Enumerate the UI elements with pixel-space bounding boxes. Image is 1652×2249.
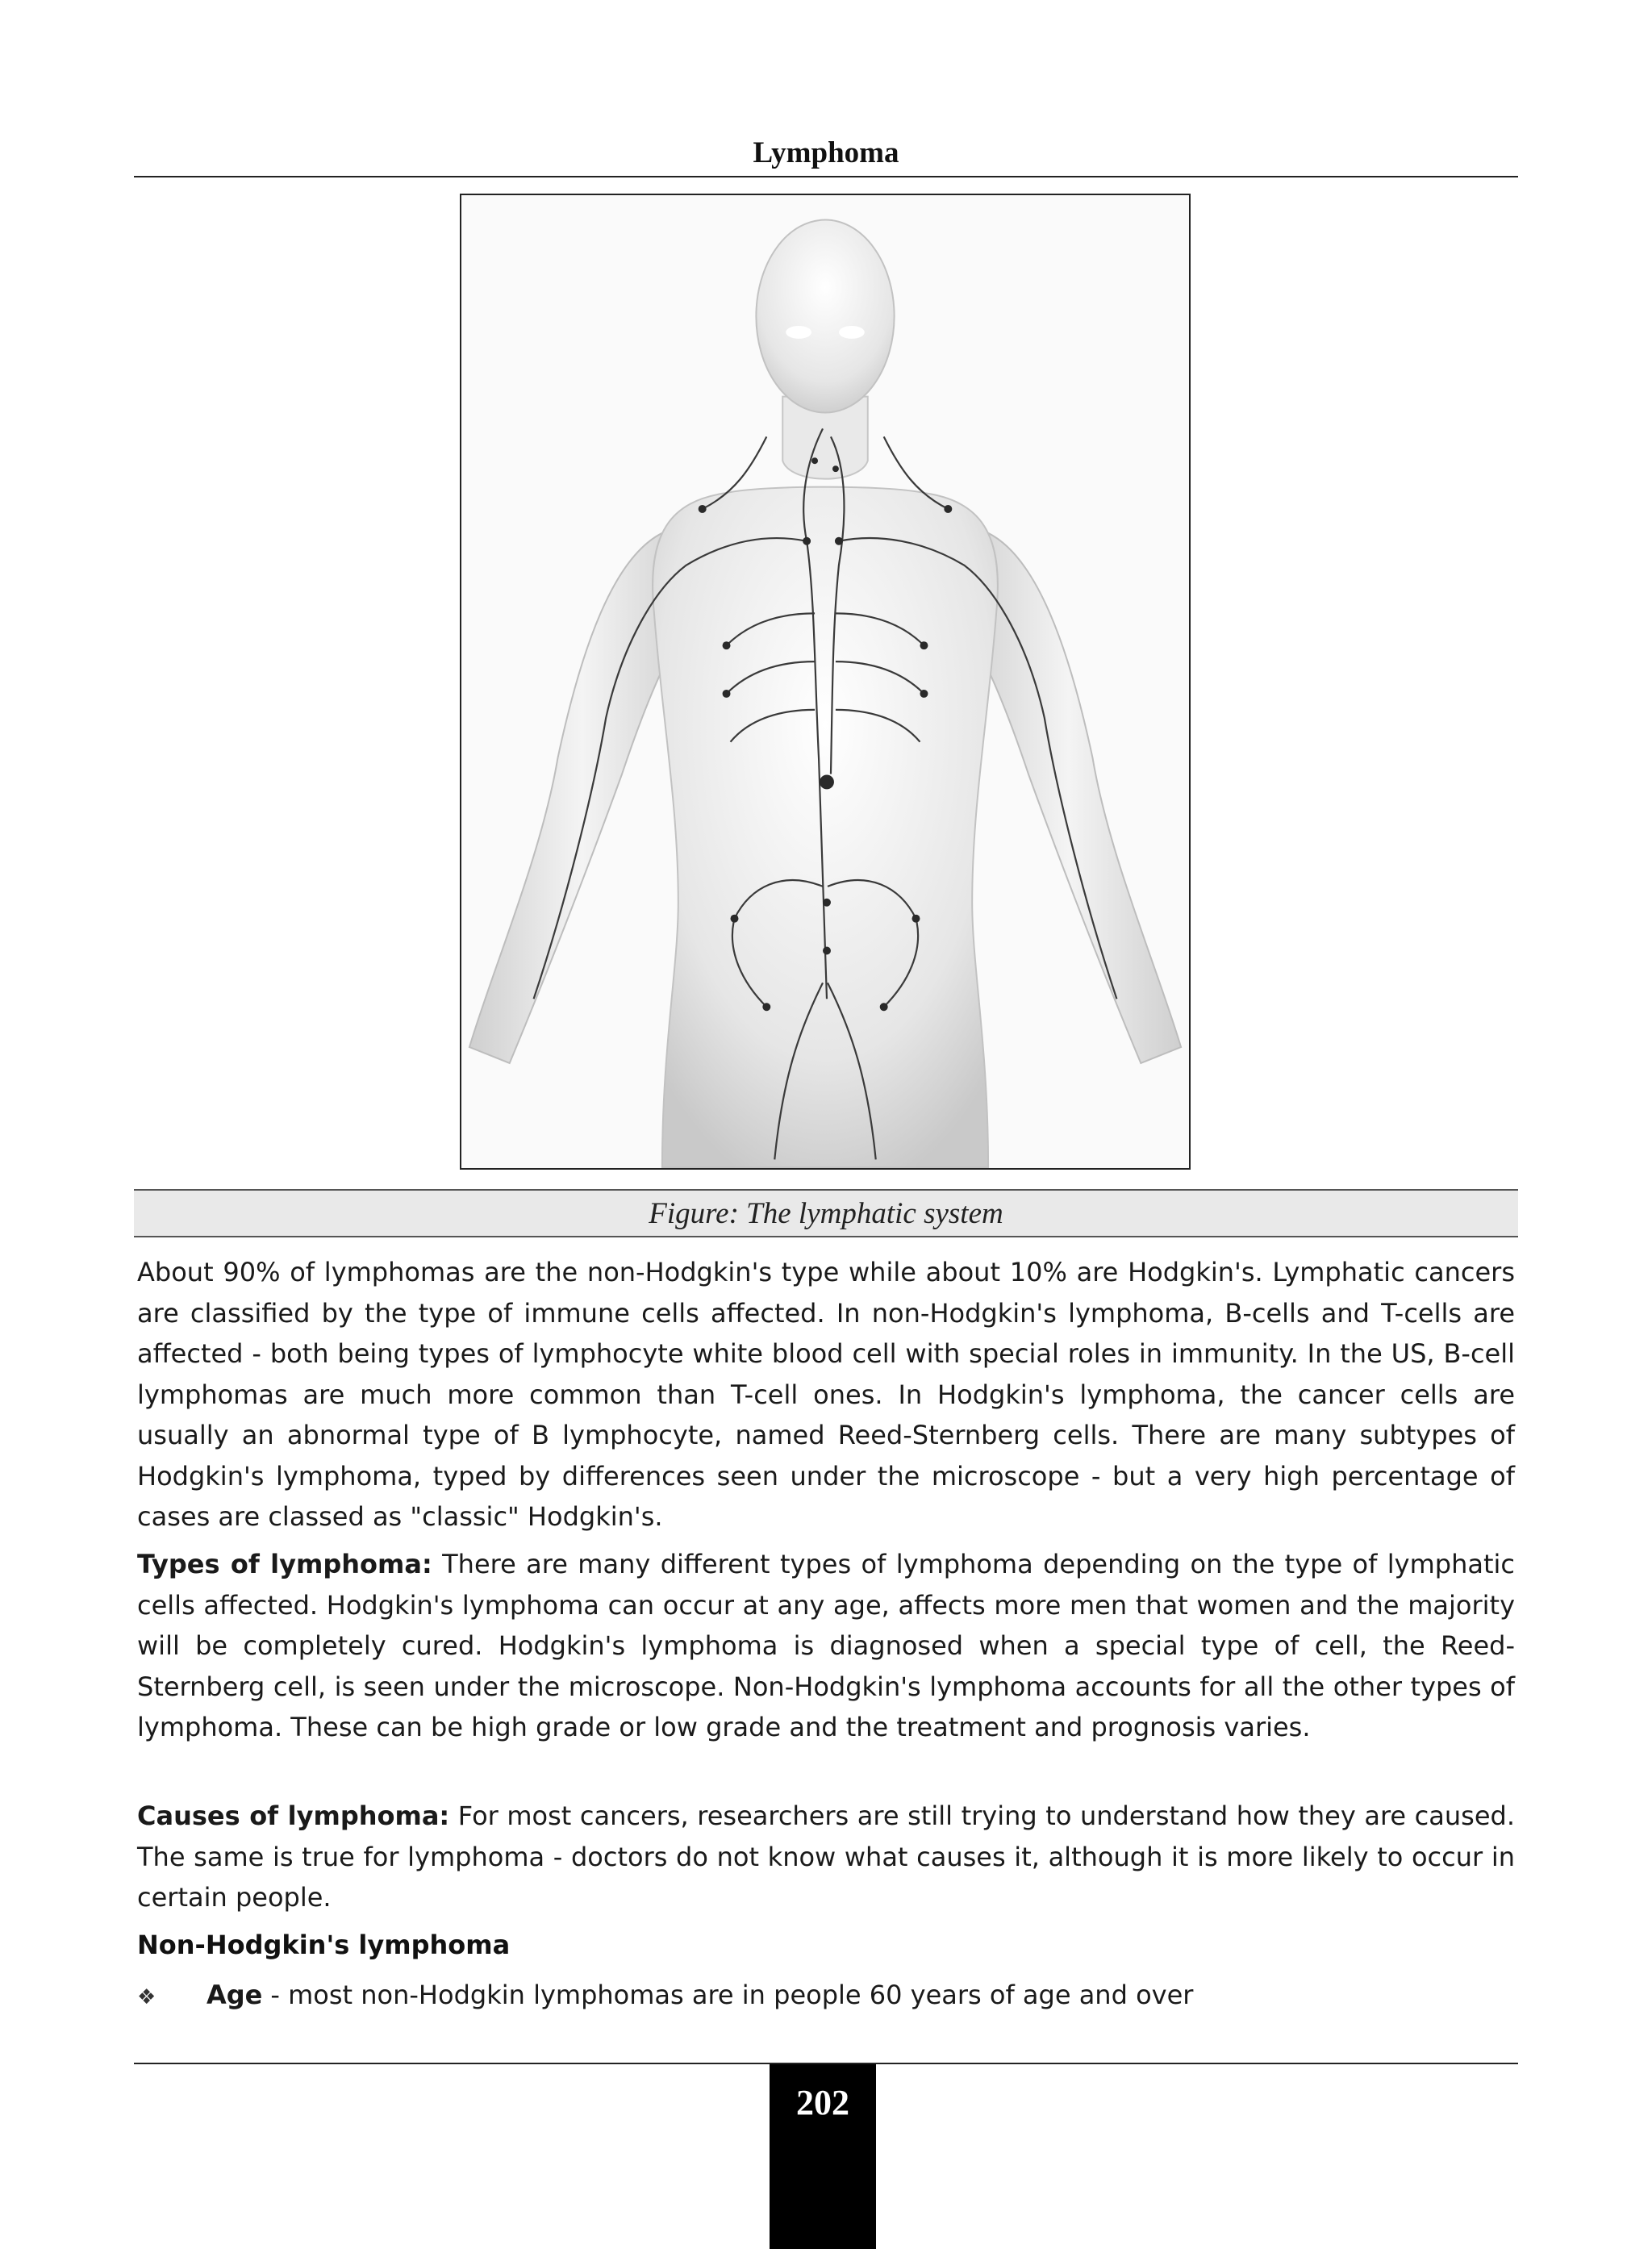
figure-caption: Figure: The lymphatic system bbox=[649, 1196, 1003, 1230]
paragraph-intro-text: About 90% of lymphomas are the non-Hodgkin's type while about 10% are Hodgkin's. Lymphatic cancers are classified by the type of immune cells affected. In non-Hodgkin's lymphoma, B-cells and T-cells are affected - both being types of lymphocyte white blood cell with special roles in immunity. In the US, B-cell lymphomas are much more common than T-cell ones. In Hodgkin's lymphoma, the cancer cells are usually an abnormal type of B lymphocyte, named Reed-Sternberg cells. There are many subtypes of Hodgkin's lymphoma, typed by differences seen under the microscope - but a very high percentage of cases are classed as "classic" Hodgkin's. bbox=[137, 1257, 1515, 1532]
figure-caption-bar bbox=[134, 1189, 1518, 1237]
paragraph-intro bbox=[137, 1252, 1515, 1538]
paragraph-types-lead: Types of lymphoma: bbox=[137, 1549, 432, 1579]
bullet-term: Age bbox=[206, 1980, 263, 2010]
paragraph-types bbox=[137, 1544, 1515, 1748]
lymphatic-system-illustration-icon bbox=[461, 195, 1189, 1168]
paragraph-types-text: There are many different types of lymphoma depending on the type of lymphatic cells affected. Hodgkin's lymphoma can occur at any age, affects more men that women and the majority will be completely cured. Hodgkin's lymphoma is diagnosed when a special type of cell, the Reed-Sternberg cell, is seen under the microscope. Non-Hodgkin's lymphoma accounts for all the other types of lymphoma. These can be high grade or low grade and the treatment and prognosis varies. bbox=[137, 1549, 1516, 1742]
paragraph-causes-lead: Causes of lymphoma: bbox=[137, 1800, 450, 1831]
section-heading-non-hodgkin: Non-Hodgkin's lymphoma bbox=[137, 1930, 511, 1960]
bullet-text: - most non-Hodgkin lymphomas are in people 60 years of age and over bbox=[270, 1980, 1194, 2010]
list-item bbox=[137, 1980, 1515, 2010]
header-divider bbox=[134, 176, 1518, 177]
diamond-bullet-icon: ❖ bbox=[137, 1985, 156, 2009]
paragraph-causes-text: For most cancers, researchers are still trying to understand how they are caused. The same is true for lymphoma - doctors do not know what causes it, although it is more likely to occur in certain people. bbox=[137, 1800, 1516, 1913]
running-header-title: Lymphoma bbox=[753, 136, 899, 169]
page-number-tab bbox=[770, 2064, 876, 2249]
paragraph-causes bbox=[137, 1796, 1515, 1918]
page-number: 202 bbox=[796, 2083, 849, 2122]
lymphatic-system-figure bbox=[460, 194, 1191, 1170]
